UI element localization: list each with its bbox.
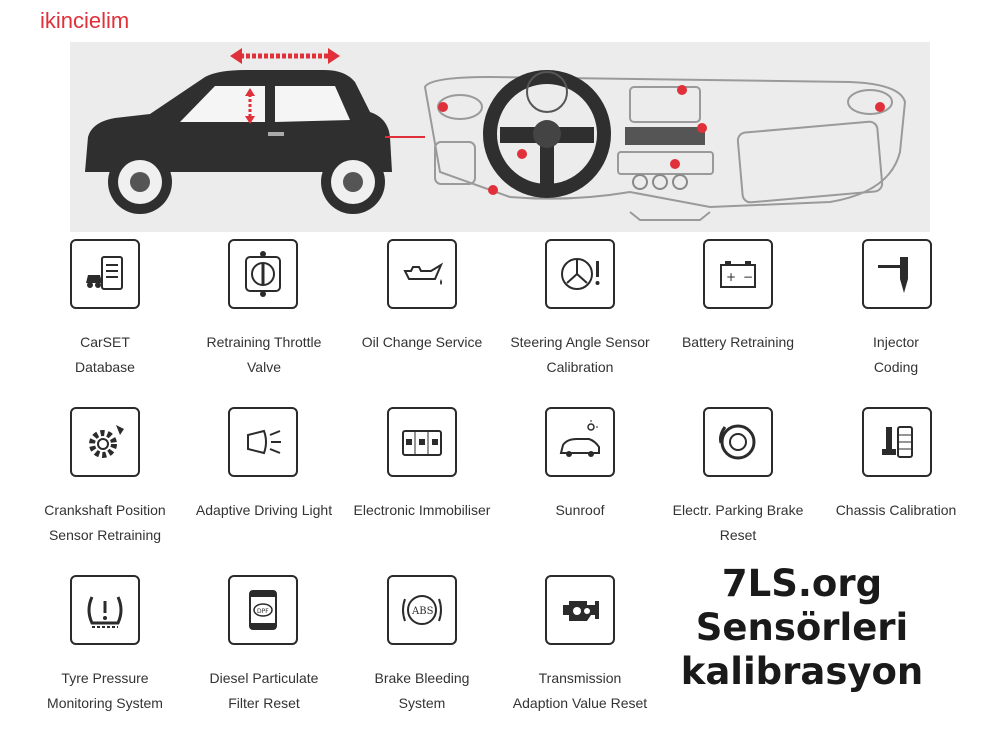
service-label: Retraining Throttle Valve <box>206 334 322 375</box>
service-label: Battery Retraining <box>681 334 795 350</box>
steering-wheel-icon <box>483 70 611 198</box>
crankshaft-gear-icon[interactable] <box>70 407 140 477</box>
service-label: Sunroof <box>555 502 605 518</box>
service-label: Electr. Parking Brake Reset <box>672 502 804 543</box>
injector-icon[interactable] <box>862 239 932 309</box>
steering-wheel-warning-icon[interactable] <box>545 239 615 309</box>
tyre-pressure-warning-icon[interactable] <box>70 575 140 645</box>
sunroof-car-icon[interactable] <box>545 407 615 477</box>
brand-logo-text: ikincielim <box>40 8 130 33</box>
service-label: Brake Bleeding System <box>374 670 470 711</box>
svg-text:DPF: DPF <box>257 608 269 615</box>
dpf-filter-icon[interactable] <box>228 575 298 645</box>
service-label: Adaptive Driving Light <box>195 502 333 518</box>
car-dashboard-illustration <box>70 42 930 232</box>
engine-transmission-icon[interactable] <box>545 575 615 645</box>
service-label: Tyre Pressure Monitoring System <box>47 670 163 711</box>
promo-line3: kalibrasyon <box>680 650 924 693</box>
car-side-icon <box>85 70 392 214</box>
svg-text:+: + <box>726 270 737 284</box>
headlight-icon[interactable] <box>228 407 298 477</box>
chassis-tire-icon[interactable] <box>862 407 932 477</box>
immobiliser-lock-icon[interactable] <box>387 407 457 477</box>
center-vents <box>625 127 705 189</box>
svg-text:ABS: ABS <box>412 606 434 617</box>
service-label: Injector Coding <box>873 334 919 375</box>
service-label: Diesel Particulate Filter Reset <box>209 670 319 711</box>
carset-database-icon[interactable] <box>70 239 140 309</box>
service-label: Chassis Calibration <box>835 502 957 518</box>
battery-icon[interactable] <box>703 239 773 309</box>
service-label: Oil Change Service <box>361 334 483 350</box>
parking-brake-disc-icon[interactable] <box>703 407 773 477</box>
promo-site: 7LS.org <box>721 562 883 605</box>
service-label: Steering Angle Sensor Calibration <box>510 334 650 375</box>
promo-text <box>672 562 932 694</box>
promo-line2: Sensörleri <box>695 606 909 649</box>
throttle-valve-icon[interactable] <box>228 239 298 309</box>
service-label: Transmission Adaption Value Reset <box>512 670 648 711</box>
service-label: Crankshaft Position Sensor Retraining <box>44 502 166 543</box>
svg-text:−: − <box>743 270 754 284</box>
service-label: CarSET Database <box>75 334 135 375</box>
service-label: Electronic Immobiliser <box>353 502 491 518</box>
abs-icon[interactable] <box>387 575 457 645</box>
oil-can-icon[interactable] <box>387 239 457 309</box>
